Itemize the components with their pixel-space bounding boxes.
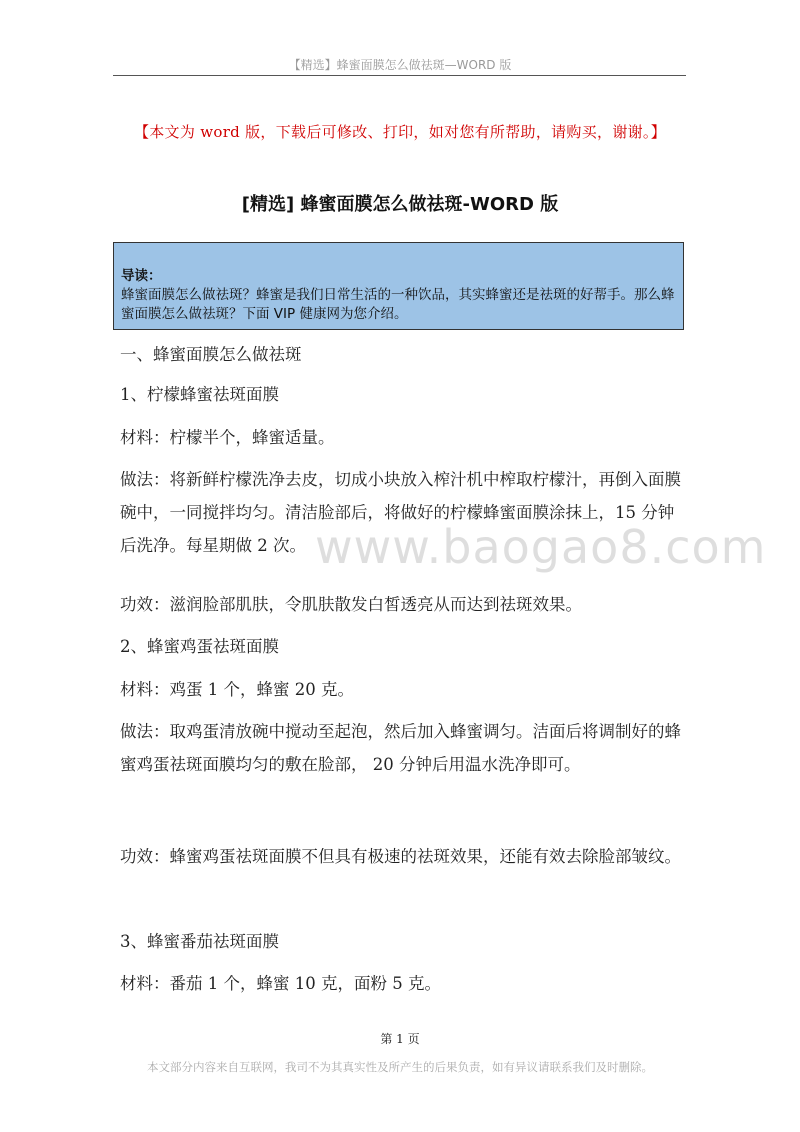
item-3-material: 材料：番茄 1 个，蜂蜜 10 克，面粉 5 克。 [120,974,441,993]
footer-disclaimer: 本文部分内容来自互联网，我司不为其真实性及所产生的后果负责，如有异议请联系我们及时删除。 [147,1060,653,1074]
item-2-material: 材料：鸡蛋 1 个，蜂蜜 20 克。 [120,680,354,699]
item-2-method: 做法：取鸡蛋清放碗中搅动至起泡，然后加入蜂蜜调匀。洁面后将调制好的蜂蜜鸡蛋祛斑面膜均匀的敷在脸部， 20 分钟后用温水洗净即可。 [120,722,681,774]
header-divider [113,75,686,76]
item-1-method: 做法：将新鲜柠檬洗净去皮，切成小块放入榨汁机中榨取柠檬汁，再倒入面膜碗中，一同搅拌均匀。清洁脸部后，将做好的柠檬蜂蜜面膜涂抹上，15 分钟后洗净。每星期做 2 次。 [120,470,681,555]
item-2-effect: 功效：蜂蜜鸡蛋祛斑面膜不但具有极速的祛斑效果，还能有效去除脸部皱纹。 [120,847,681,866]
section-heading: 一、蜂蜜面膜怎么做祛斑 [120,345,302,364]
guide-label: 导读： [121,268,162,284]
item-1-title: 1、柠檬蜂蜜祛斑面膜 [120,385,279,404]
watermark: www.baogao8.com [315,520,767,574]
item-2-title: 2、蜂蜜鸡蛋祛斑面膜 [120,637,279,656]
item-3-title: 3、蜂蜜番茄祛斑面膜 [120,932,279,951]
purchase-notice: 【本文为 word 版，下载后可修改、打印，如对您有所帮助，请购买，谢谢。】 [133,123,667,141]
guide-box [113,242,684,330]
document-title: [精选] 蜂蜜面膜怎么做祛斑-WORD 版 [241,194,559,215]
guide-text: 蜂蜜面膜怎么做祛斑？蜂蜜是我们日常生活的一种饮品，其实蜂蜜还是祛斑的好帮手。那么蜂蜜面膜怎么做祛斑？下面 VIP 健康网为您介绍。 [121,287,675,322]
item-1-effect: 功效：滋润脸部肌肤，令肌肤散发白皙透亮从而达到祛斑效果。 [120,595,582,614]
page-number: 第 1 页 [380,1032,420,1046]
item-1-material: 材料：柠檬半个，蜂蜜适量。 [120,428,335,447]
page-header: 【精选】蜂蜜面膜怎么做祛斑—WORD 版 [288,58,512,72]
